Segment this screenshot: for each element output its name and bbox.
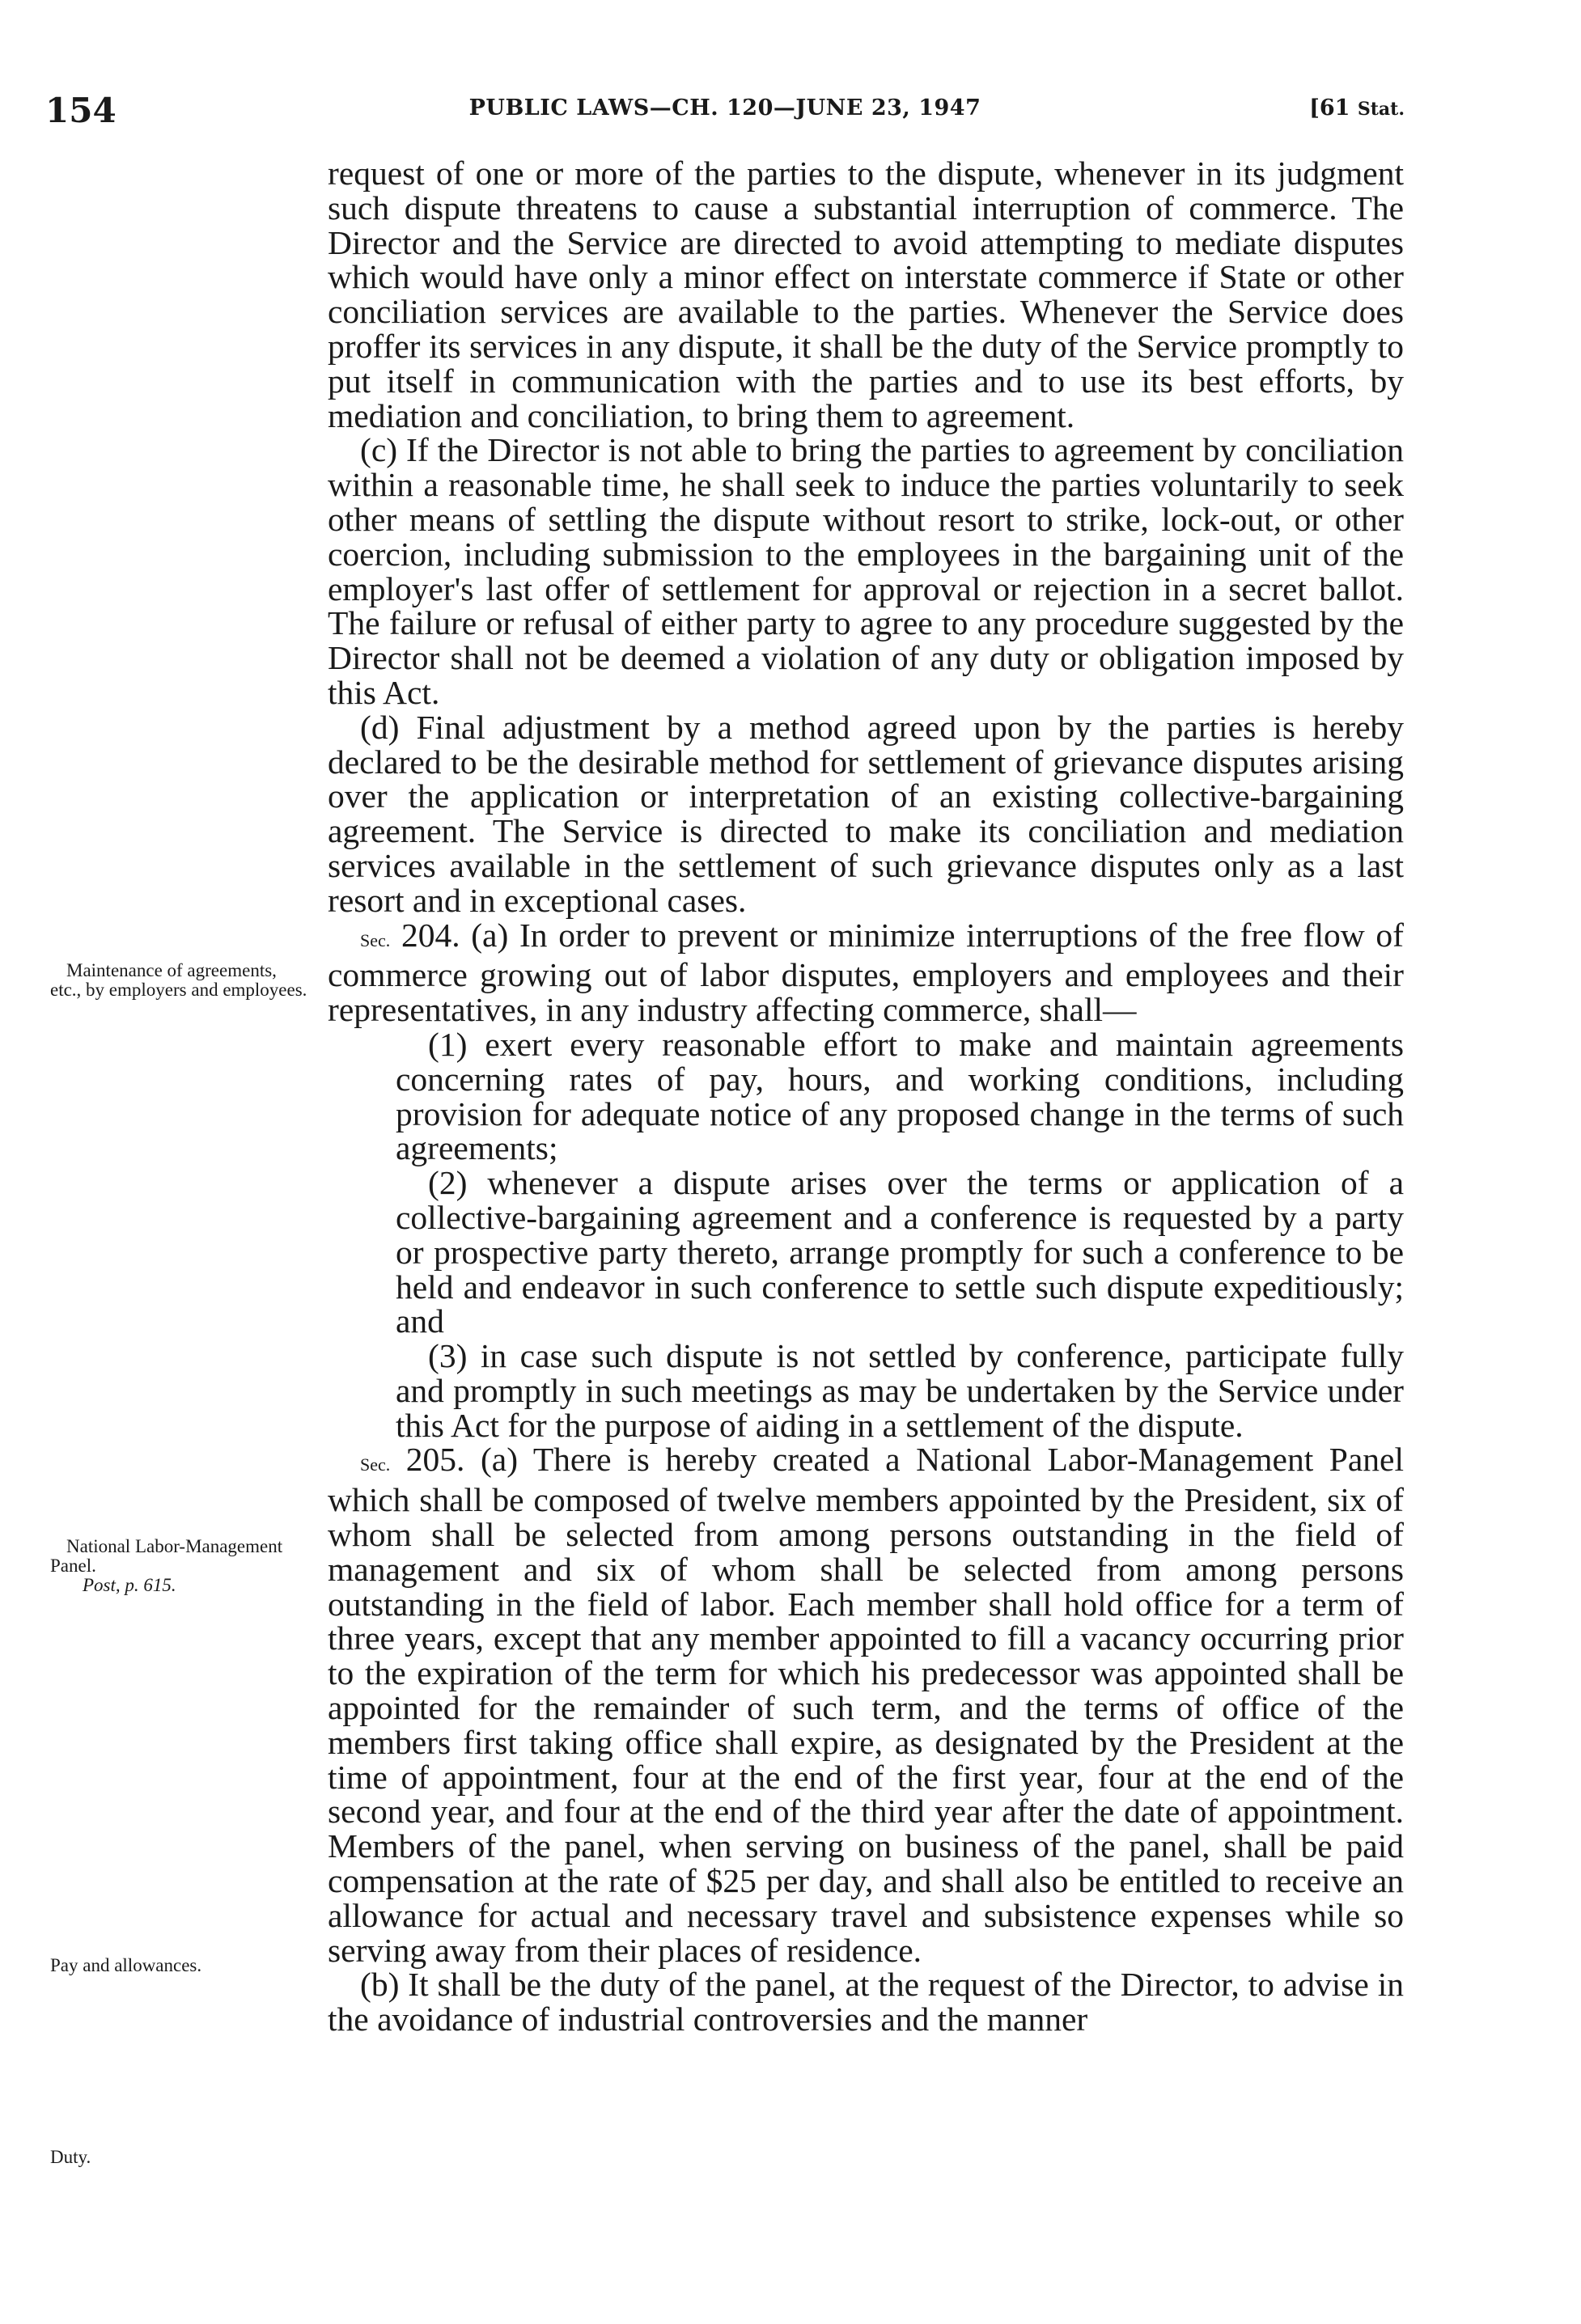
volume-prefix: [61 [1309, 95, 1358, 121]
section-204-text: 204. (a) In order to prevent or minimize interruptions of the free flow of commerce growing out of labor disputes, employers and employees and their representatives, in any industry affecting commerce, shall— [328, 916, 1404, 1029]
margin-note-pay-text: Pay and allowances. [50, 1955, 202, 1975]
paragraph-d: (d) Final adjustment by a method agreed upon by the parties is hereby declared to be the desirable method for settlement of grievance disputes arising over the application or interpretation of an existing collective-bargaining agreement. The Service is directed to make its conciliation and mediation services available in the settlement of such grievance disputes only as a last resort and in exceptional cases. [328, 708, 1404, 919]
section-205 [328, 1442, 1404, 1967]
margin-notes [50, 0, 309, 2324]
section-204 [328, 918, 1404, 1027]
page-number: 154 [45, 91, 117, 130]
paragraph-b: (b) It shall be the duty of the panel, at the request of the Director, to advise in the avoidance of industrial controversies and the manner [328, 1966, 1404, 2038]
margin-note-panel-ref: Post, p. 615. [83, 1575, 176, 1595]
paragraph-c: (c) If the Director is not able to bring the parties to agreement by conciliation within a reasonable time, he shall seek to induce the parties voluntarily to seek other means of settling the dispute without resort to strike, lock-out, or other coercion, including submission to the employees in the bargaining unit of the employer's last offer of settlement for approval or rejection in a secret ballot. The failure or refusal of either party to agree to any procedure suggested by the Director shall not be deemed a violation of any duty or obligation imposed by this Act. [328, 431, 1404, 711]
section-204-item-2: (2) whenever a dispute arises over the terms or application of a collective-bargaining agreement and a conference is requested by a party or prospective party thereto, arrange promptly for such a conference to be held and endeavor in such conference to settle such dispute expeditiously; and [396, 1164, 1404, 1340]
margin-note-pay [50, 1956, 309, 1975]
paragraph-continuation: request of one or more of the parties to the dispute, whenever in its judgment such dispute threatens to cause a substantial interruption of commerce. The Director and the Service are directed to avoid attempting to mediate disputes which would have only a minor effect on interstate commerce if State or other conciliation services are available to the parties. Whenever the Service does proffer its services in any dispute, it shall be the duty of the Service promptly to put itself in communication with the parties and to use its best efforts, by mediation and conciliation, to bring them to agreement. [328, 155, 1404, 434]
running-title: PUBLIC LAWS—CH. 120—JUNE 23, 1947 [468, 95, 981, 121]
section-204-label: Sec. [360, 929, 391, 950]
volume-reference [1309, 95, 1405, 121]
main-text [328, 156, 1404, 2037]
volume-word: Stat. [1357, 99, 1405, 120]
margin-note-panel-text: National Labor-Management Panel. [50, 1536, 283, 1576]
section-205-label: Sec. [360, 1454, 391, 1475]
margin-note-maintenance [50, 961, 309, 1000]
margin-note-duty-text: Duty. [50, 2147, 91, 2167]
section-205-text: 205. (a) There is hereby created a National Labor-Management Panel which shall be composed of twelve members appointed by the President, six of whom shall be selected from among persons outstanding in the field of management and six of whom shall be selected from among persons outstanding in the field of labor. Each member shall hold office for a term of three years, except that any member appointed to fill a vacancy occurring prior to the expiration of the term for which his predecessor was appointed shall be appointed for the remainder of such term, and the terms of office of the members first taking office shall expire, as designated by the President at the time of appointment, four at the end of the first year, four at the end of the second year, and four at the end of the third year after the date of appointment. Members of the panel, when serving on business of the panel, shall be paid compensation at the rate of $25 per day, and shall also be entitled to receive an allowance for actual and necessary travel and subsistence expenses while so serving away from their places of residence. [328, 1441, 1404, 1969]
section-204-item-3: (3) in case such dispute is not settled by conference, participate fully and promptly in such meetings as may be undertaken by the Service under this Act for the purpose of aiding in a settlement of the dispute. [396, 1337, 1404, 1444]
margin-note-panel [50, 1537, 309, 1595]
section-204-item-1: (1) exert every reasonable effort to make and maintain agreements concerning rates of pay, hours, and working conditions, including provision for adequate notice of any proposed change in the terms of such agreements; [396, 1025, 1404, 1167]
margin-note-duty [50, 2148, 309, 2167]
margin-note-maintenance-text: Maintenance of agreements, etc., by employers and employees. [50, 960, 307, 1000]
